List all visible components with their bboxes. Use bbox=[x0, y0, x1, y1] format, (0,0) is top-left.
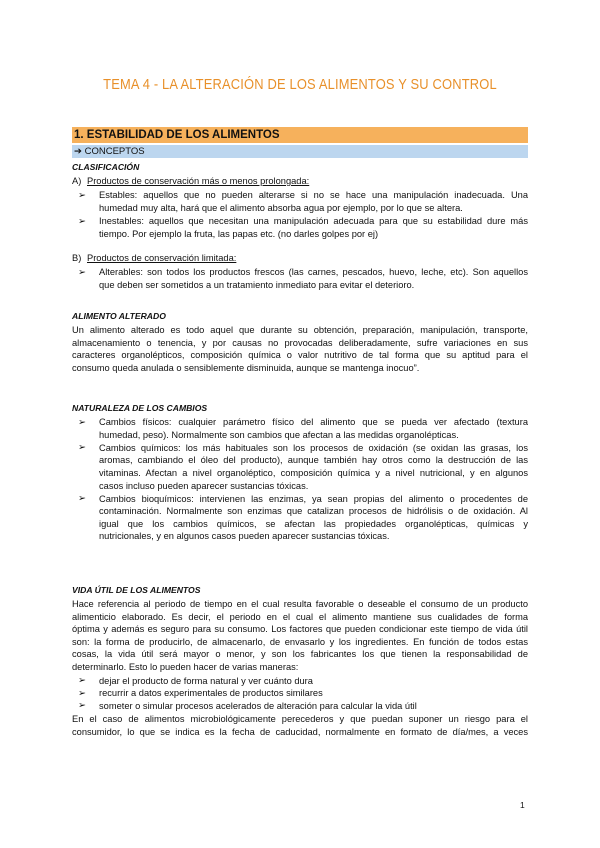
page-title: TEMA 4 - LA ALTERACIÓN DE LOS ALIMENTOS Y SU CONTROL bbox=[103, 76, 497, 93]
cambios-heading: NATURALEZA DE LOS CAMBIOS bbox=[72, 403, 208, 413]
list-marker: B) bbox=[72, 253, 82, 263]
alterado-heading: ALIMENTO ALTERADO bbox=[72, 311, 166, 321]
list-item-text: someter o simular procesos acelerados de alteración para calcular la vida útil bbox=[99, 700, 417, 711]
list-item-text: Alterables: son todos los productos frescos (las carnes, pescados, huevo, leche, etc). Son aquellos bbox=[99, 267, 528, 277]
bullet-arrow-icon: ➢ bbox=[78, 442, 86, 454]
paragraph-line: Hace referencia al periodo de tiempo en el cual resulta favorable o deseable el consumo de un producto bbox=[72, 599, 528, 609]
paragraph-line: caracteres organolépticos, composición química o valor nutritivo de tal forma que su aptitud para el bbox=[72, 350, 528, 361]
list-item-text: vitaminas. Afectan a nivel organoléptico, composición química y a nivel nutricional, y en algunos bbox=[99, 467, 528, 478]
list-item-text: Cambios físicos: cualquier parámetro físico del alimento que se pueda ver afectado (textura bbox=[99, 417, 528, 427]
paragraph-line: Un alimento alterado es todo aquel que durante su obtención, preparación, manipulación, transporte, bbox=[72, 325, 528, 335]
list-item-text: que deben ser sometidos a un tratamiento inmediato para evitar el deterioro. bbox=[99, 279, 415, 290]
paragraph-line: En el caso de alimentos microbiológicamente perecederos y que puedan suponer un riesgo para el bbox=[72, 714, 528, 725]
bullet-arrow-icon: ➢ bbox=[78, 266, 86, 278]
list-item-text: dejar el producto de forma natural y ver cuánto dura bbox=[99, 675, 313, 686]
list-item-text: igual que los cambios químicos, se afectan las propiedades organolépticas, químicas y bbox=[99, 518, 528, 529]
list-item-text: recurrir a datos experimentales de productos similares bbox=[99, 688, 323, 699]
bullet-arrow-icon: ➢ bbox=[78, 215, 86, 227]
list-marker: A) bbox=[72, 176, 82, 186]
bullet-arrow-icon: ➢ bbox=[78, 493, 86, 505]
list-item-text: contaminación. Normalmente son enzimas que catalizan procesos de hidrólisis o de oxidación. Al bbox=[99, 506, 528, 517]
paragraph-line: almacenamiento o tenencia, y por causas no provocadas deliberadamente, sufre variaciones en sus bbox=[72, 337, 528, 348]
list-item-text: Inestables: aquellos que necesitan una manipulación adecuada para que su estabilidad dure más bbox=[99, 216, 528, 227]
list-item-text: aromas, cambiando el óleo del producto), aunque también hay otros como la destrucción de las bbox=[99, 455, 528, 466]
page-number: 1 bbox=[520, 800, 525, 810]
subgroup-title: Productos de conservación limitada: bbox=[87, 253, 237, 263]
list-item-text: Cambios químicos: los más habituales son los procesos de oxidación (se oxidan las grasas, los bbox=[99, 442, 528, 453]
list-item-text: nutricionales, y en algunos casos pueden aparecer sustancias tóxicas. bbox=[99, 531, 390, 542]
subsection-heading: ➔ CONCEPTOS bbox=[72, 145, 528, 158]
section-heading: 1. ESTABILIDAD DE LOS ALIMENTOS bbox=[72, 127, 528, 143]
clasificacion-heading: CLASIFICACIÓN bbox=[72, 162, 140, 172]
paragraph-line: cosas, la vida útil será mayor o menor, y son los fabricantes los que tienen la responsabilidad de bbox=[72, 649, 528, 660]
paragraph-line: óptima y además es seguro para su consumo. Los factores que pueden condicionar este tiempo de vida útil bbox=[72, 624, 528, 635]
paragraph-line: consumo queda anulada o sensiblemente disminuida, aunque se mantenga inocuo”. bbox=[72, 362, 420, 373]
subgroup-title: Productos de conservación más o menos prolongada: bbox=[87, 176, 310, 186]
list-item-text: Cambios bioquímicos: intervienen las enzimas, ya sean propias del alimento o procedentes de bbox=[99, 493, 528, 504]
list-item-text: humedad muy alta, hará que el alimento absorba agua por ejemplo, por lo que se altera. bbox=[99, 202, 463, 213]
bullet-arrow-icon: ➢ bbox=[78, 189, 86, 201]
list-item-text: casos incluso pueden aparecer sustancias tóxicas. bbox=[99, 480, 309, 491]
bullet-arrow-icon: ➢ bbox=[78, 700, 86, 712]
paragraph-line: alimenticio elaborado. Es decir, el periodo en el cual el alimento mantiene sus cualidades de forma bbox=[72, 611, 528, 622]
bullet-arrow-icon: ➢ bbox=[78, 687, 86, 699]
bullet-arrow-icon: ➢ bbox=[78, 675, 86, 687]
vida-heading: VIDA ÚTIL DE LOS ALIMENTOS bbox=[72, 585, 201, 595]
list-item-text: tiempo. Por ejemplo la fruta, las papas etc. (no darles golpes por ej) bbox=[99, 228, 379, 239]
list-item-text: humedad, peso). Normalmente son cambios que afectan a las medidas organolépticas. bbox=[99, 429, 459, 440]
bullet-arrow-icon: ➢ bbox=[78, 416, 86, 428]
paragraph-line: determinarlo. Esto lo pueden hacer de varias maneras: bbox=[72, 662, 299, 672]
paragraph-line: consumidor, lo que se indica es la fecha de caducidad, normalmente en formato de día/mes, a veces bbox=[72, 727, 528, 737]
list-item-text: Estables: aquellos que no pueden alterarse si no se hace una manipulación inadecuada. Una bbox=[99, 190, 528, 200]
paragraph-line: son: la forma de producirlo, de almacenarlo, de envasarlo y los ingredientes. En función de todos estas bbox=[72, 636, 528, 647]
